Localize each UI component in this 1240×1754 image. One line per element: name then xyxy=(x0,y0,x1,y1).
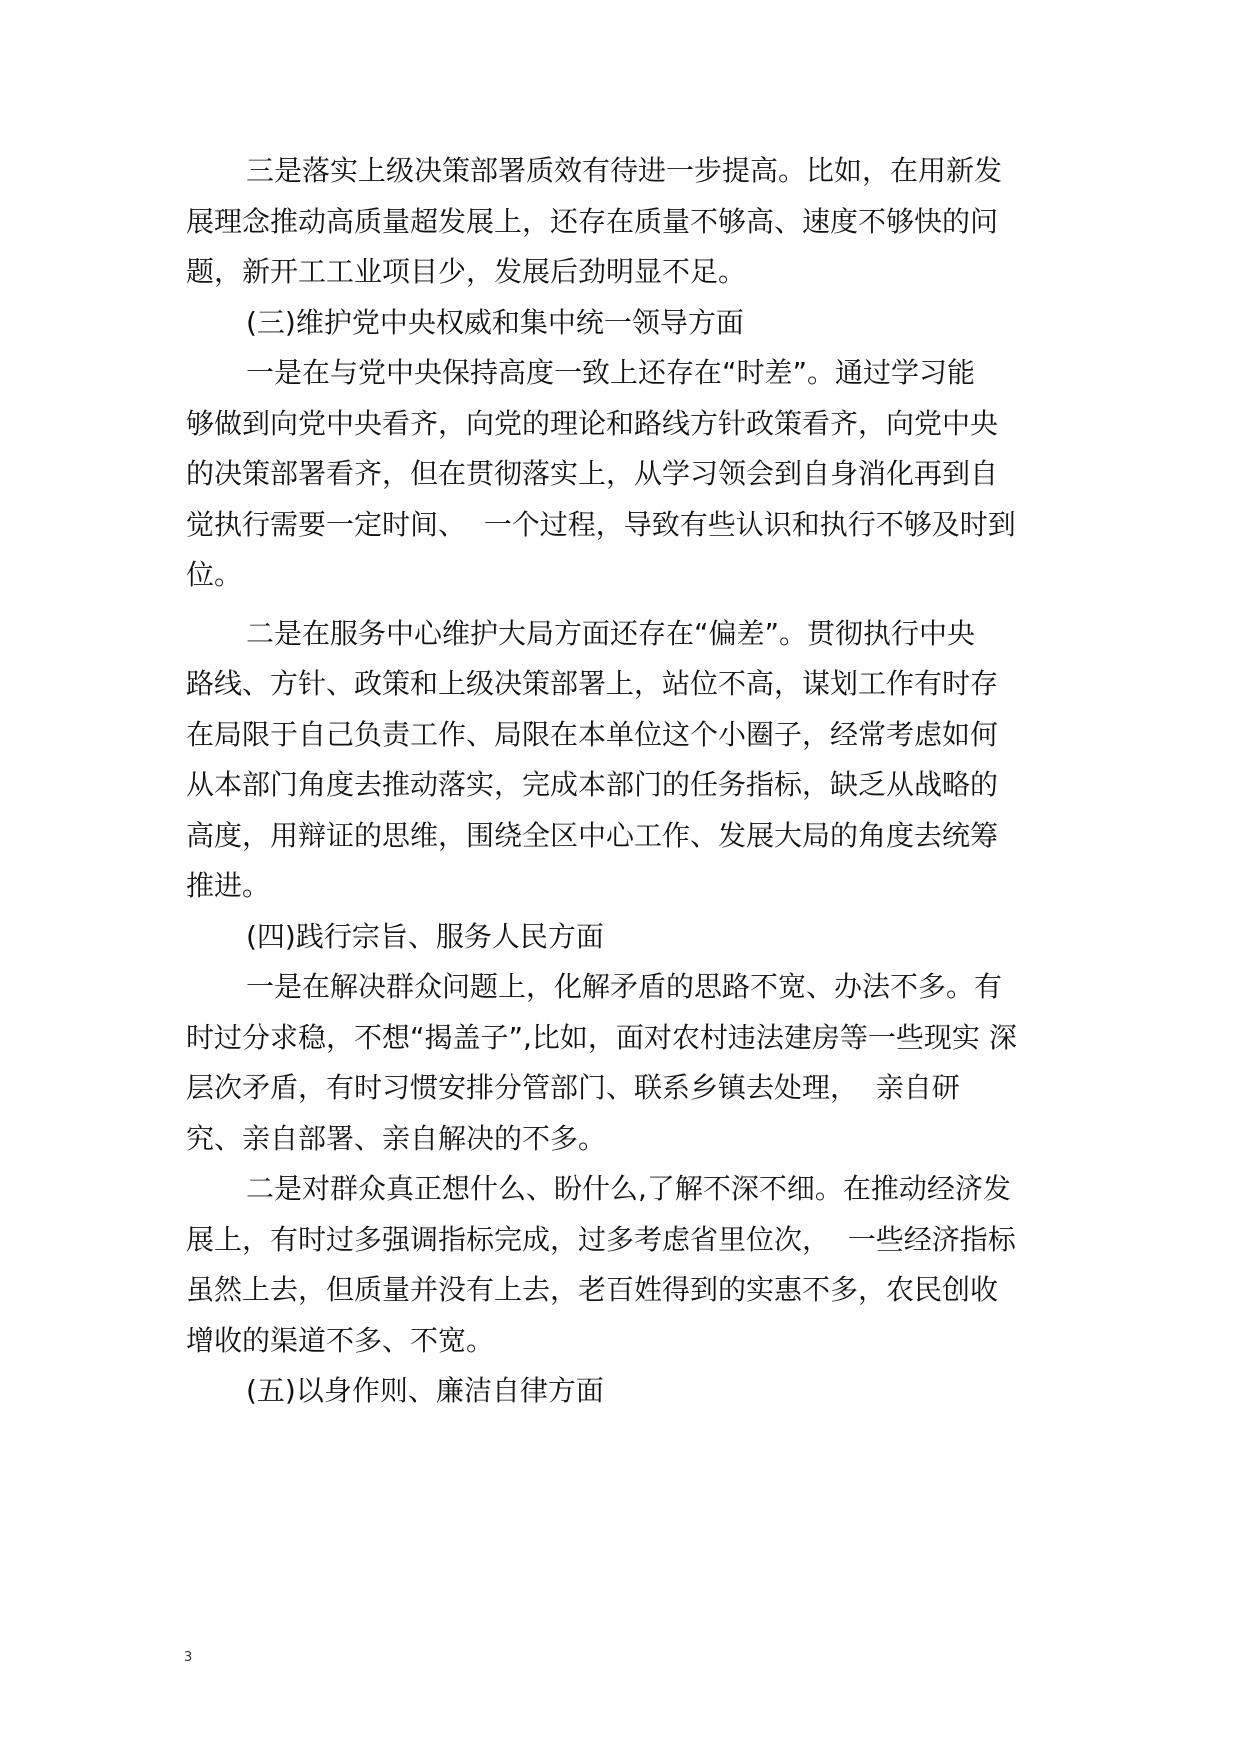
paragraph-line: 一是在解决群众问题上，化解矛盾的思路不宽、办法不多。有 xyxy=(246,970,1003,1003)
paragraph-line: 展理念推动高质量超发展上，还存在质量不够高、速度不够快的问 xyxy=(186,204,999,238)
paragraph-line: 高度，用辩证的思维，围绕全区中心工作、发展大局的角度去统筹 xyxy=(186,818,999,852)
paragraph-line: 展上，有时过多强调指标完成，过多考虑省里位次， 一些经济指标 xyxy=(186,1222,1016,1256)
paragraph-line: 增收的渠道不多、不宽。 xyxy=(186,1323,495,1357)
section-heading-4: (四)践行宗旨、服务人民方面 xyxy=(246,919,604,953)
paragraph-line: 从本部门角度去推动落实，完成本部门的任务指标，缺乏从战略的 xyxy=(186,768,999,801)
paragraph-line: 究、亲自部署、亲自解决的不多。 xyxy=(186,1121,607,1155)
paragraph-line: 一是在与党中央保持高度一致上还存在“时差”。通过学习能 xyxy=(246,356,976,389)
paragraph-line: 层次矛盾，有时习惯安排分管部门、联系乡镇去处理， 亲自研 xyxy=(186,1071,960,1104)
paragraph-line: 位。 xyxy=(186,558,243,591)
paragraph-line: 二是对群众真正想什么、盼什么,了解不深不细。在推动经济发 xyxy=(246,1172,1011,1205)
page-number: 3 xyxy=(184,1650,193,1665)
paragraph-line: 在局限于自己负责工作、局限在本单位这个小圈子，经常考虑如何 xyxy=(186,717,999,751)
paragraph-line: 路线、方针、政策和上级决策部署上，站位不高，谋划工作有时存 xyxy=(186,667,999,700)
section-heading-3: (三)维护党中央权威和集中统一领导方面 xyxy=(246,305,744,339)
paragraph-line: 题，新开工工业项目少，发展后劲明显不足。 xyxy=(186,255,747,288)
paragraph-line: 二是在服务中心维护大局方面还存在“偏差”。贯彻执行中央 xyxy=(246,616,976,650)
paragraph-line: 时过分求稳，不想“揭盖子”,比如，面对农村违法建房等一些现实 深 xyxy=(186,1020,1017,1054)
paragraph-line: 虽然上去，但质量并没有上去，老百姓得到的实惠不多，农民创收 xyxy=(186,1273,999,1306)
document-body xyxy=(186,146,1056,1417)
paragraph-line: 三是落实上级决策部署质效有待进一步提高。比如，在用新发 xyxy=(246,154,1003,187)
section-heading-5: (五)以身作则、廉洁自律方面 xyxy=(246,1374,604,1407)
paragraph-line: 够做到向党中央看齐，向党的理论和路线方针政策看齐，向党中央 xyxy=(186,406,999,440)
paragraph-line: 的决策部署看齐，但在贯彻落实上，从学习领会到自身消化再到自 xyxy=(186,457,999,490)
paragraph-line: 觉执行需要一定时间、 一个过程，导致有些认识和执行不够及时到 xyxy=(186,507,1016,541)
paragraph-line: 推进。 xyxy=(186,869,271,902)
